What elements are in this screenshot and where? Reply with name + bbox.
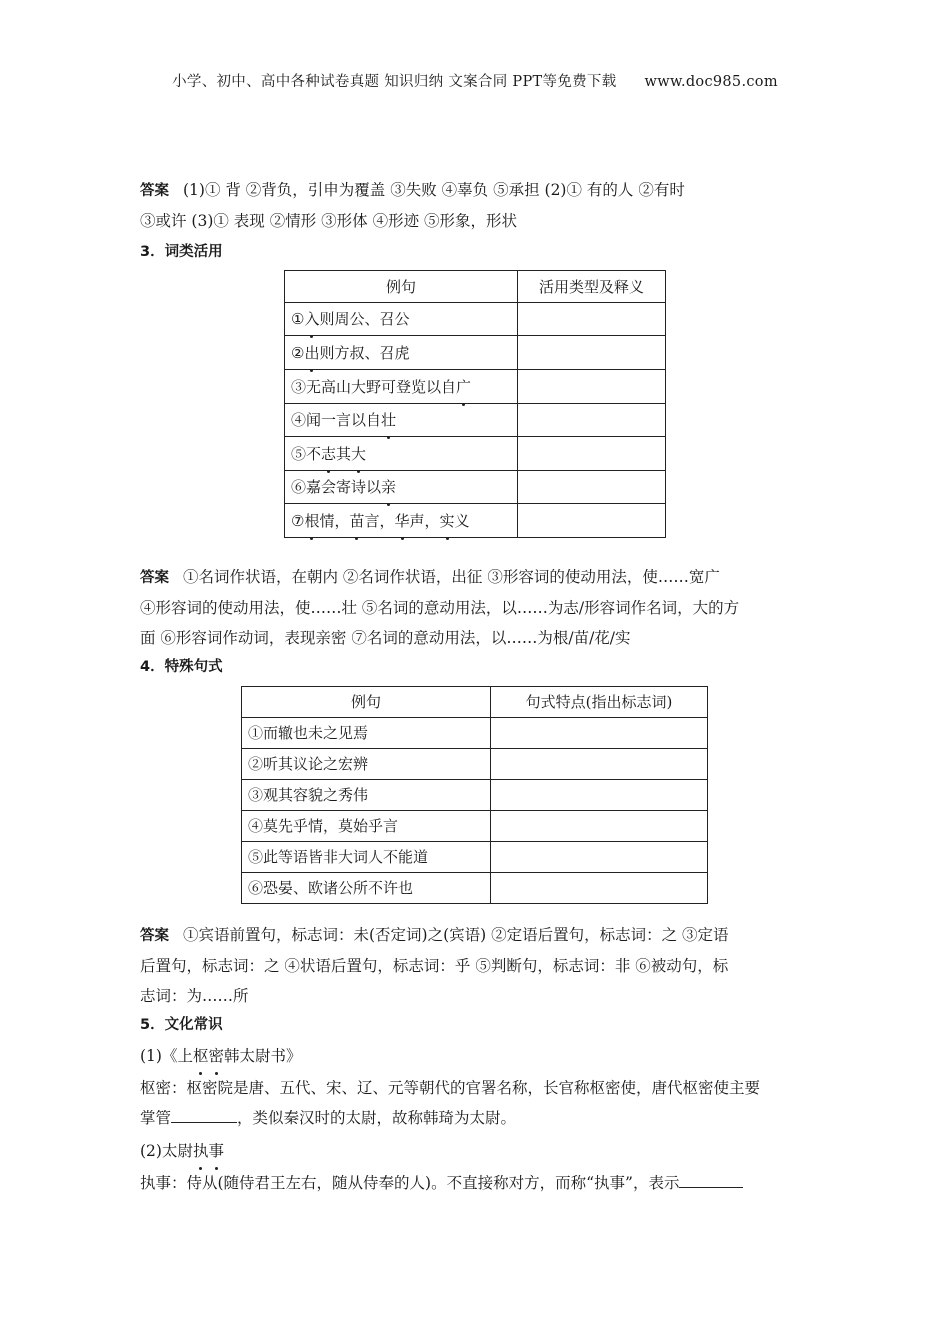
example-cell: ⑦根情，苗言，华声，实义 [285, 504, 518, 538]
answer-block-1 [140, 175, 812, 236]
table-row [285, 504, 666, 538]
answer3-line3: 面 ⑥形容词作动词，表现亲密 ⑦名词的意动用法，以……为根/苗/花/实 [140, 629, 631, 647]
page-header [0, 70, 950, 91]
example-cell: ①入则周公、召公 [285, 303, 518, 336]
text1-line2: 掌管 ，类似秦汉时的太尉，故称韩琦为太尉。 [140, 1103, 812, 1133]
answer4-line2: 后置句，标志词：之 ④状语后置句，标志词：乎 ⑤判断句，标志词：非 ⑥被动句，标 [140, 957, 729, 975]
table-row [285, 404, 666, 437]
answer-label: 答案 [140, 183, 169, 199]
example-cell: ③无高山大野可登览以自广 [285, 370, 518, 404]
table-row [242, 811, 708, 842]
table-header-row [242, 687, 708, 718]
answer3-line2: ④形容词的使动用法，使……壮 ⑤名词的意动用法，以……为志/形容词作名词，大的方 [140, 599, 740, 617]
example-cell: ①而辙也未之见焉 [242, 718, 491, 749]
answer1-line2: ③或许 (3)① 表现 ②情形 ③形体 ④形迹 ⑤形象，形状 [140, 212, 518, 230]
table-row [285, 303, 666, 336]
table-header-row [285, 271, 666, 303]
answer-cell[interactable] [518, 336, 666, 370]
table-row [285, 437, 666, 471]
example-cell: ④莫先乎情，莫始乎言 [242, 811, 491, 842]
answer-cell[interactable] [491, 842, 708, 873]
example-cell: ⑥嘉会寄诗以亲 [285, 471, 518, 504]
answer-block-3 [140, 562, 812, 653]
answer-cell[interactable] [518, 471, 666, 504]
table-row [285, 336, 666, 370]
section5-text2: 执事：侍从(随侍君王左右，随从侍奉的人)。不直接称对方，而称“执事”，表示 [140, 1168, 812, 1198]
table-header-cell: 句式特点(指出标志词) [491, 687, 708, 718]
section4-table [241, 686, 708, 904]
answer-cell[interactable] [491, 718, 708, 749]
answer-block-4 [140, 920, 812, 1011]
answer-cell[interactable] [518, 404, 666, 437]
answer1-line1: (1)① 背 ②背负，引申为覆盖 ③失败 ④辜负 ⑤承担 (2)① 有的人 ②有时 [183, 181, 685, 199]
section5-item1: (1)《上枢密韩太尉书》 [140, 1041, 812, 1071]
answer-cell[interactable] [491, 873, 708, 904]
table-row [285, 471, 666, 504]
table-header-cell: 例句 [242, 687, 491, 718]
answer4-line3: 志词：为……所 [140, 987, 249, 1005]
header-text: 小学、初中、高中各种试卷真题 知识归纳 文案合同 PPT等免费下载 [172, 74, 617, 90]
answer-cell[interactable] [518, 370, 666, 404]
example-cell: ④闻一言以自壮 [285, 404, 518, 437]
answer-cell[interactable] [518, 437, 666, 471]
table-row [242, 780, 708, 811]
example-cell: ③观其容貌之秀伟 [242, 780, 491, 811]
table-row [285, 370, 666, 404]
section5-title: 5．文化常识 [140, 1017, 223, 1033]
answer-label: 答案 [140, 570, 169, 586]
answer-cell[interactable] [491, 749, 708, 780]
table-row [242, 718, 708, 749]
answer-cell[interactable] [518, 303, 666, 336]
section3-table [284, 270, 666, 538]
table-header-cell: 活用类型及释义 [518, 271, 666, 303]
answer3-line1: ①名词作状语，在朝内 ②名词作状语，出征 ③形容词的使动用法，使……宽广 [183, 568, 720, 586]
example-cell: ⑤此等语皆非大词人不能道 [242, 842, 491, 873]
answer-cell[interactable] [518, 504, 666, 538]
section4-title: 4．特殊句式 [140, 659, 223, 675]
example-cell: ⑥恐晏、欧诸公所不许也 [242, 873, 491, 904]
example-cell: ⑤不志其大 [285, 437, 518, 471]
table-row [242, 749, 708, 780]
text1-line1: 枢密：枢密院是唐、五代、宋、辽、元等朝代的官署名称，长官称枢密使，唐代枢密使主要 [140, 1079, 761, 1097]
fill-blank[interactable] [679, 1169, 743, 1188]
section3-title: 3．词类活用 [140, 244, 223, 260]
table-row [242, 842, 708, 873]
answer4-line1: ①宾语前置句，标志词：未(否定词)之(宾语) ②定语后置句，标志词：之 ③定语 [183, 926, 729, 944]
table-row [242, 873, 708, 904]
answer-cell[interactable] [491, 780, 708, 811]
example-cell: ②出则方叔、召虎 [285, 336, 518, 370]
answer-cell[interactable] [491, 811, 708, 842]
section5-text1 [140, 1073, 812, 1133]
fill-blank[interactable] [171, 1104, 237, 1123]
table-header-cell: 例句 [285, 271, 518, 303]
answer-label: 答案 [140, 928, 169, 944]
example-cell: ②听其议论之宏辨 [242, 749, 491, 780]
section5-item2: (2)太尉执事 [140, 1136, 812, 1166]
header-site: www.doc985.com [644, 74, 778, 90]
